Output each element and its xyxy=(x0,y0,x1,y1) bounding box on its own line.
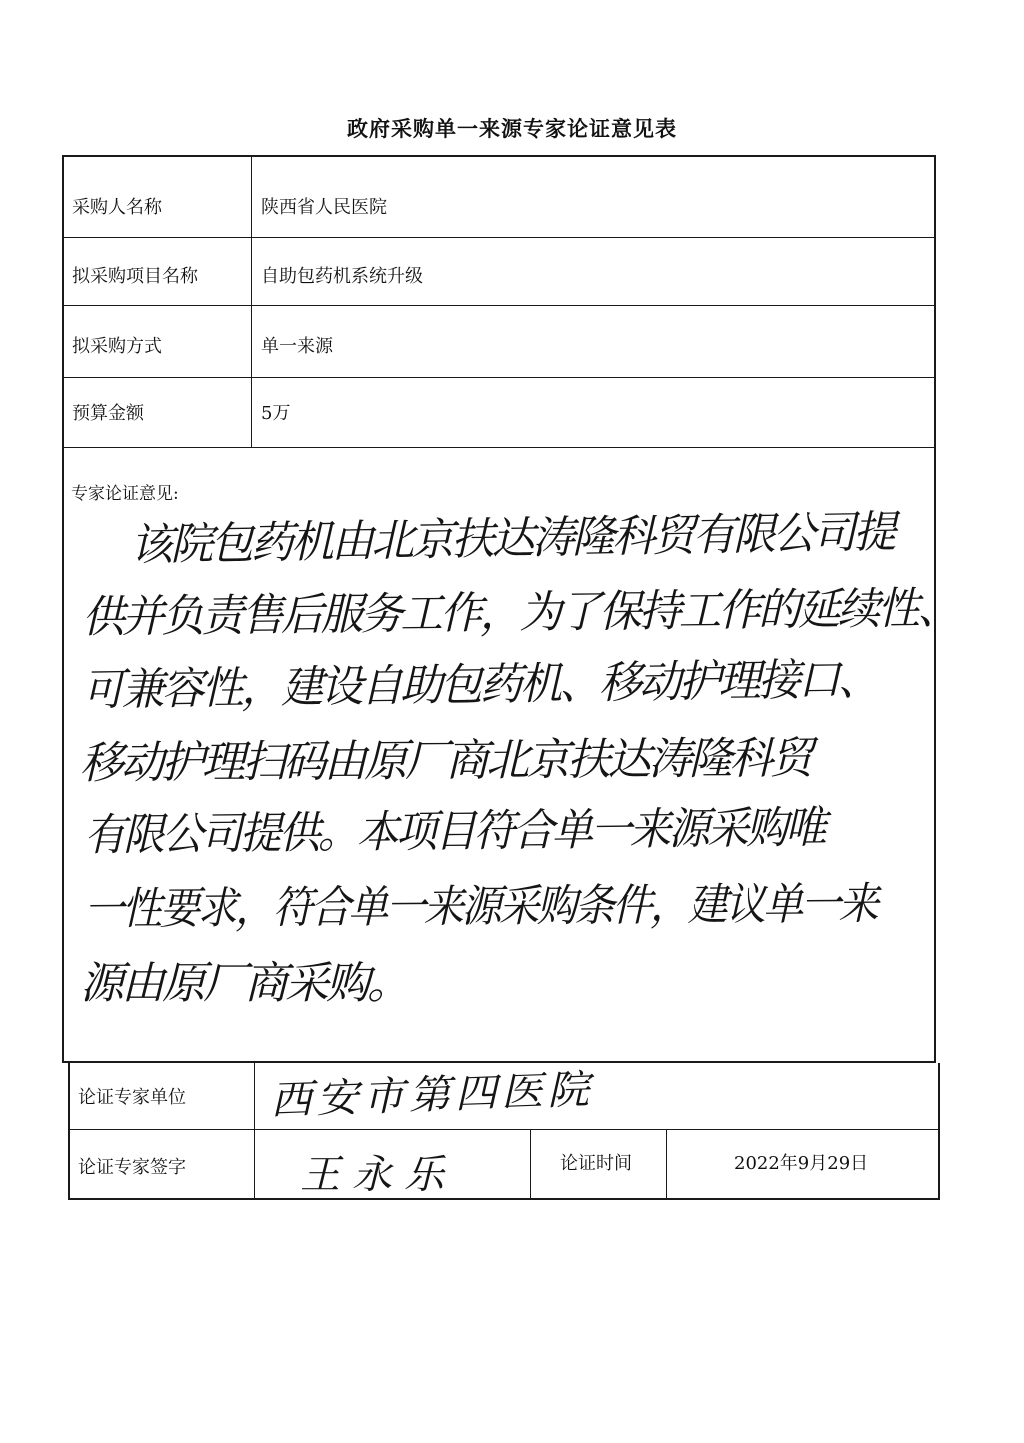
expert-info-table xyxy=(68,1063,940,1200)
expert-unit-handwritten: 西安市第四医院 xyxy=(269,1066,595,1124)
column-divider xyxy=(254,1063,255,1198)
column-divider xyxy=(666,1129,667,1198)
budget-value: 5万 xyxy=(261,403,291,424)
budget-label: 预算金额 xyxy=(72,403,144,424)
expert-signature-label: 论证专家签字 xyxy=(78,1157,186,1178)
handwritten-opinion-line: 移动护理扫码由原厂商北京扶达涛隆科贸 xyxy=(79,732,811,789)
procurement-method-value: 单一来源 xyxy=(261,336,333,357)
project-name-value: 自助包药机系统升级 xyxy=(261,266,423,287)
procurement-method-label: 拟采购方式 xyxy=(72,336,162,357)
project-name-label: 拟采购项目名称 xyxy=(72,266,198,287)
column-divider xyxy=(251,157,252,447)
row-divider xyxy=(64,305,934,306)
review-date-value: 2022年9月29日 xyxy=(734,1153,869,1174)
handwritten-opinion-line: 该院包药机由北京扶达涛隆科贸有限公司提 xyxy=(129,506,894,571)
purchaser-name-value: 陕西省人民医院 xyxy=(261,197,387,218)
column-divider xyxy=(530,1129,531,1198)
handwritten-opinion-line: 可兼容性，建设自助包药机、移动护理接口、 xyxy=(81,653,878,716)
row-divider xyxy=(64,377,934,378)
row-divider xyxy=(64,237,934,238)
row-divider xyxy=(64,447,934,448)
expert-opinion-label: 专家论证意见: xyxy=(71,484,179,504)
purchaser-name-label: 采购人名称 xyxy=(72,197,162,218)
handwritten-opinion-line: 供并负责售后服务工作，为了保持工作的延续性、 xyxy=(81,582,958,643)
form-table xyxy=(62,155,958,1063)
expert-signature-handwritten: 王永乐 xyxy=(300,1152,456,1198)
handwritten-opinion-line: 有限公司提供。本项目符合单一来源采购唯 xyxy=(83,802,825,861)
handwritten-opinion-line: 一性要求，符合单一来源采购条件，建议单一来 xyxy=(83,878,877,935)
expert-unit-label: 论证专家单位 xyxy=(78,1087,186,1108)
handwritten-opinion-line: 源由原厂商采购。 xyxy=(80,958,408,1009)
review-date-label: 论证时间 xyxy=(560,1153,632,1174)
document-title: 政府采购单一来源专家论证意见表 xyxy=(347,117,677,141)
row-divider xyxy=(70,1129,938,1130)
